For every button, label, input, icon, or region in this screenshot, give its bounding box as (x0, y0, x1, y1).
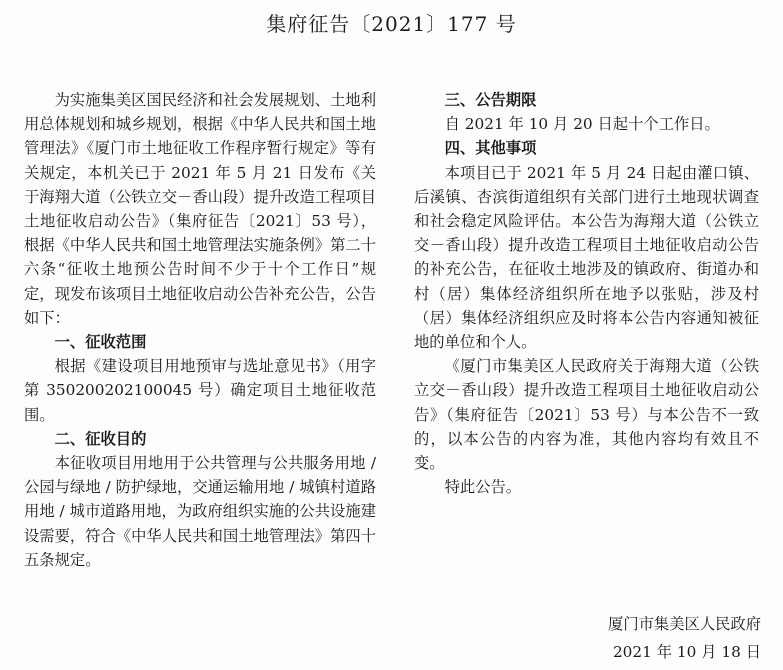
document-title: 集府征告〔2021〕177 号 (266, 12, 517, 36)
section-body-other-2: 《厦门市集美区人民政府关于海翔大道（公铁立交－香山段）提升改造工程项目土地征收启动公告》（集府征告〔2021〕53 号）与本公告不一致的，以本公告的内容为准，其他内容均有效且不变。 (414, 357, 759, 473)
signature-block (608, 610, 761, 666)
intro-paragraph: 为实施集美区国民经济和社会发展规划、土地利用总体规划和城乡规划，根据《中华人民共和国土地管理法》《厦门市土地征收工作程序暂行规定》等有关规定，本机关已于 2021 年 5 月 21 日发布《关于海翔大道（公铁立交－香山段）提升改造工程项目土地征收启动公告》（集府征告〔2021〕53 号），根据《中华人民共和国土地管理法实施条例》第二十六条“征收土地预公告时间不少于十个工作日”规定，现发布该项目土地征收启动公告补充公告，公告如下： (24, 91, 376, 327)
issuing-organization: 厦门市集美区人民政府 (608, 615, 761, 633)
issue-date: 2021 年 10 月 18 日 (612, 643, 761, 661)
section-body-other-1: 本项目已于 2021 年 5 月 24 日起由灌口镇、后溪镇、杏滨街道组织有关部门进行土地现状调查和社会稳定风险评估。本公告为海翔大道（公铁立交－香山段）提升改造工程项目土地征收启动公告的补充公告，在征收土地涉及的镇政府、街道办和村（居）集体经济组织所在地予以张贴，涉及村（居）集体经济组织应及时将本公告内容通知被征地的单位和个人。 (414, 163, 759, 352)
section-heading-other: 四、其他事项 (444, 139, 537, 158)
section-heading-purpose: 二、征收目的 (54, 429, 147, 448)
section-heading-scope: 一、征收范围 (54, 333, 147, 352)
left-column (24, 88, 376, 572)
section-body-period: 自 2021 年 10 月 20 日起十个工作日。 (444, 115, 720, 134)
section-heading-period: 三、公告期限 (444, 91, 537, 109)
closing-line: 特此公告。 (444, 478, 522, 497)
right-column (414, 88, 759, 499)
section-body-purpose: 本征收项目用地用于公共管理与公共服务用地 / 公园与绿地 / 防护绿地，交通运输用地 / 城镇村道路用地 / 城市道路用地，为政府组织实施的公共设施建设需要，符合《中华人民共和国土地管理法》第四十五条规定。 (24, 454, 376, 569)
section-body-scope: 根据《建设项目用地预审与选址意见书》（用字第 350200202100045 号）确定项目土地征收范围。 (24, 357, 376, 424)
